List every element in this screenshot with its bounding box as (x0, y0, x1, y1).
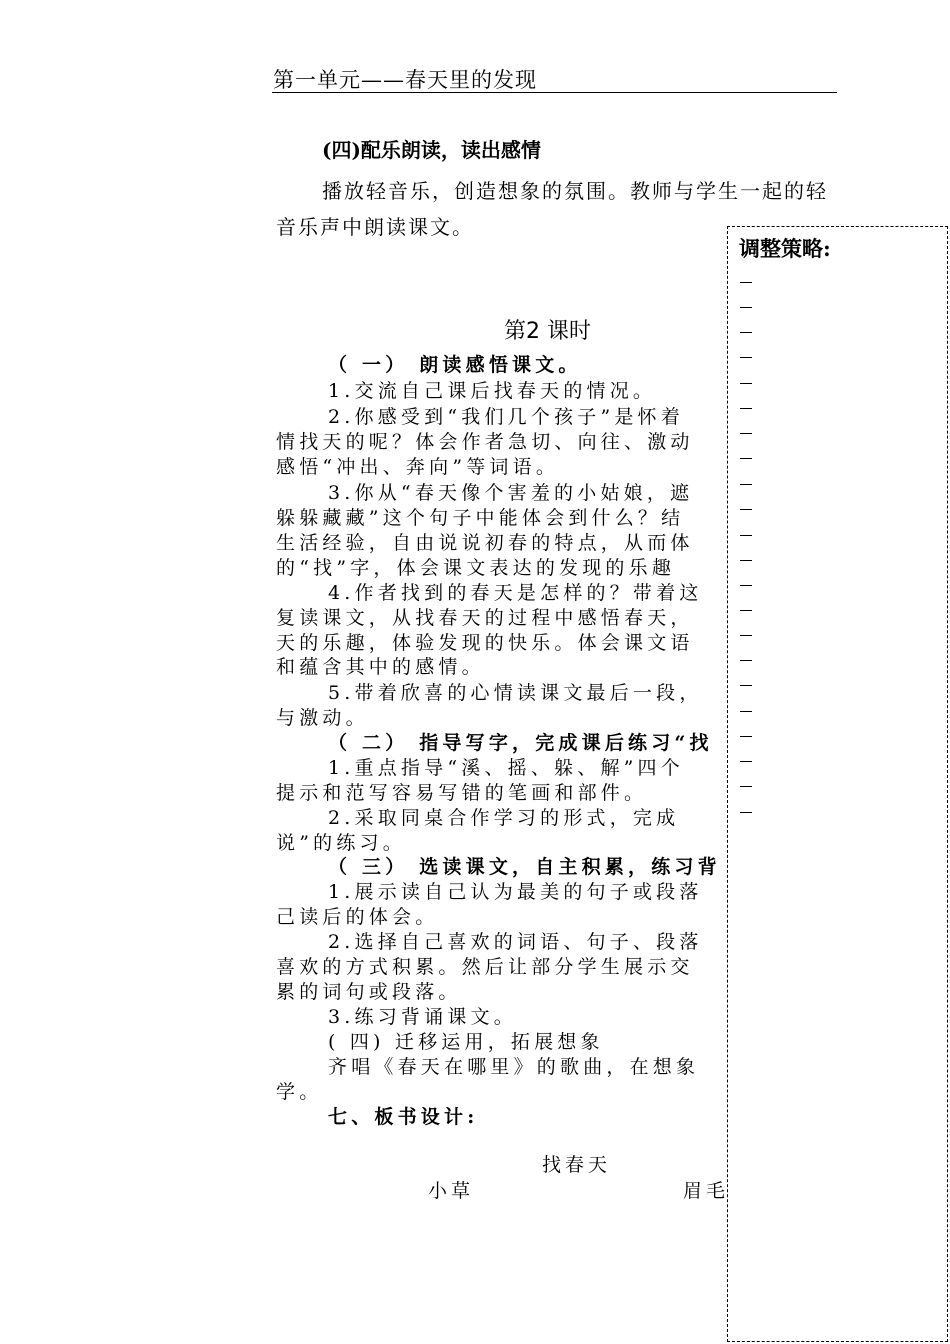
blank-line (740, 332, 752, 333)
paragraph-line: 音乐声中朗读课文。 (276, 215, 474, 239)
board-right-word: 眉毛 (683, 1180, 730, 1202)
blank-line (740, 433, 752, 434)
lesson-line: （ 一） 朗读感悟课文。 (328, 354, 582, 376)
lesson-line: 2.采取同桌合作学习的形式，完成 (328, 807, 680, 829)
section-heading: (四)配乐朗读，读出感情 (322, 138, 541, 162)
blank-line (740, 560, 752, 561)
lesson-line: 躲躲藏藏”这个句子中能体会到什么？结 (276, 507, 685, 529)
header-rule (272, 92, 837, 93)
lesson-line: （ 三） 选读课文，自主积累，练习背 (328, 856, 721, 878)
page-header-title: 第一单元——春天里的发现 (273, 68, 537, 92)
lesson-line: 复读课文，从找春天的过程中感悟春天， (276, 607, 694, 629)
blank-line (740, 685, 752, 686)
lesson-line: 天的乐趣，体验发现的快乐。体会课文语 (276, 632, 694, 654)
lesson-line: （ 二） 指导写字，完成课后练习“找 (328, 732, 713, 754)
lesson-line: 4.作者找到的春天是怎样的？带着这 (328, 582, 703, 604)
blank-line (740, 408, 752, 409)
lesson-line: 2.选择自己喜欢的词语、句子、段落 (328, 931, 703, 953)
blank-line (740, 736, 752, 737)
lesson-line: 和蕴含其中的感情。 (276, 656, 485, 678)
lesson-title: 第2 课时 (504, 319, 591, 344)
blank-line (740, 660, 752, 661)
lesson-line: 2.你感受到“我们几个孩子”是怀着 (328, 406, 684, 428)
lesson-line: 喜欢的方式积累。然后让部分学生展示交 (276, 956, 694, 978)
board-center-word: 找春天 (542, 1154, 612, 1176)
lesson-line: 1.展示读自己认为最美的句子或段落 (328, 881, 703, 903)
blank-line (740, 357, 752, 358)
board-design-heading: 七、板书设计: (328, 1106, 479, 1128)
blank-line (740, 812, 752, 813)
lesson-line: ( 四) 迁移运用，拓展想象 (328, 1031, 604, 1053)
lesson-line: 齐唱《春天在哪里》的歌曲，在想象 (328, 1056, 700, 1078)
blank-line (740, 585, 752, 586)
paragraph-line: 播放轻音乐，创造想象的氛围。教师与学生一起的轻 (322, 179, 828, 203)
lesson-line: 生活经验，自由说说初春的特点，从而体 (276, 532, 694, 554)
strategy-title: 调整策略: (739, 236, 831, 261)
lesson-line: 累的词句或段落。 (276, 981, 462, 1003)
lesson-body (272, 350, 728, 1130)
lesson-line: 5.带着欣喜的心情读课文最后一段， (328, 682, 703, 704)
blank-line (740, 458, 752, 459)
lesson-line: 1.重点指导“溪、摇、躲、解”四个 (328, 757, 684, 779)
lesson-line: 1.交流自己课后找春天的情况。 (328, 380, 657, 402)
blank-line (740, 635, 752, 636)
lesson-line: 3.你从“春天像个害羞的小姑娘，遮 (328, 482, 694, 504)
lesson-line: 情找天的呢？体会作者急切、向往、激动 (276, 431, 694, 453)
lesson-line: 说”的练习。 (276, 832, 406, 854)
blank-line (740, 282, 752, 283)
blank-line (740, 383, 752, 384)
lesson-line: 感悟“冲出、奔向”等词语。 (276, 456, 560, 478)
lesson-line: 提示和范写容易写错的笔画和部件。 (276, 782, 648, 804)
board-left-word: 小草 (428, 1180, 475, 1202)
blank-line (740, 761, 752, 762)
blank-line (740, 535, 752, 536)
blank-line (740, 307, 752, 308)
adjustment-strategy-box (727, 226, 948, 1342)
lesson-line: 己读后的体会。 (276, 906, 439, 928)
blank-line (740, 484, 752, 485)
lesson-line: 3.练习背诵课文。 (328, 1006, 517, 1028)
lesson-line: 学。 (276, 1081, 323, 1103)
lesson-line: 的“找”字，体会课文表达的发现的乐趣 (276, 557, 676, 579)
blank-line (740, 711, 752, 712)
blank-line (740, 610, 752, 611)
blank-line (740, 509, 752, 510)
blank-line (740, 786, 752, 787)
lesson-line: 与激动。 (276, 707, 369, 729)
